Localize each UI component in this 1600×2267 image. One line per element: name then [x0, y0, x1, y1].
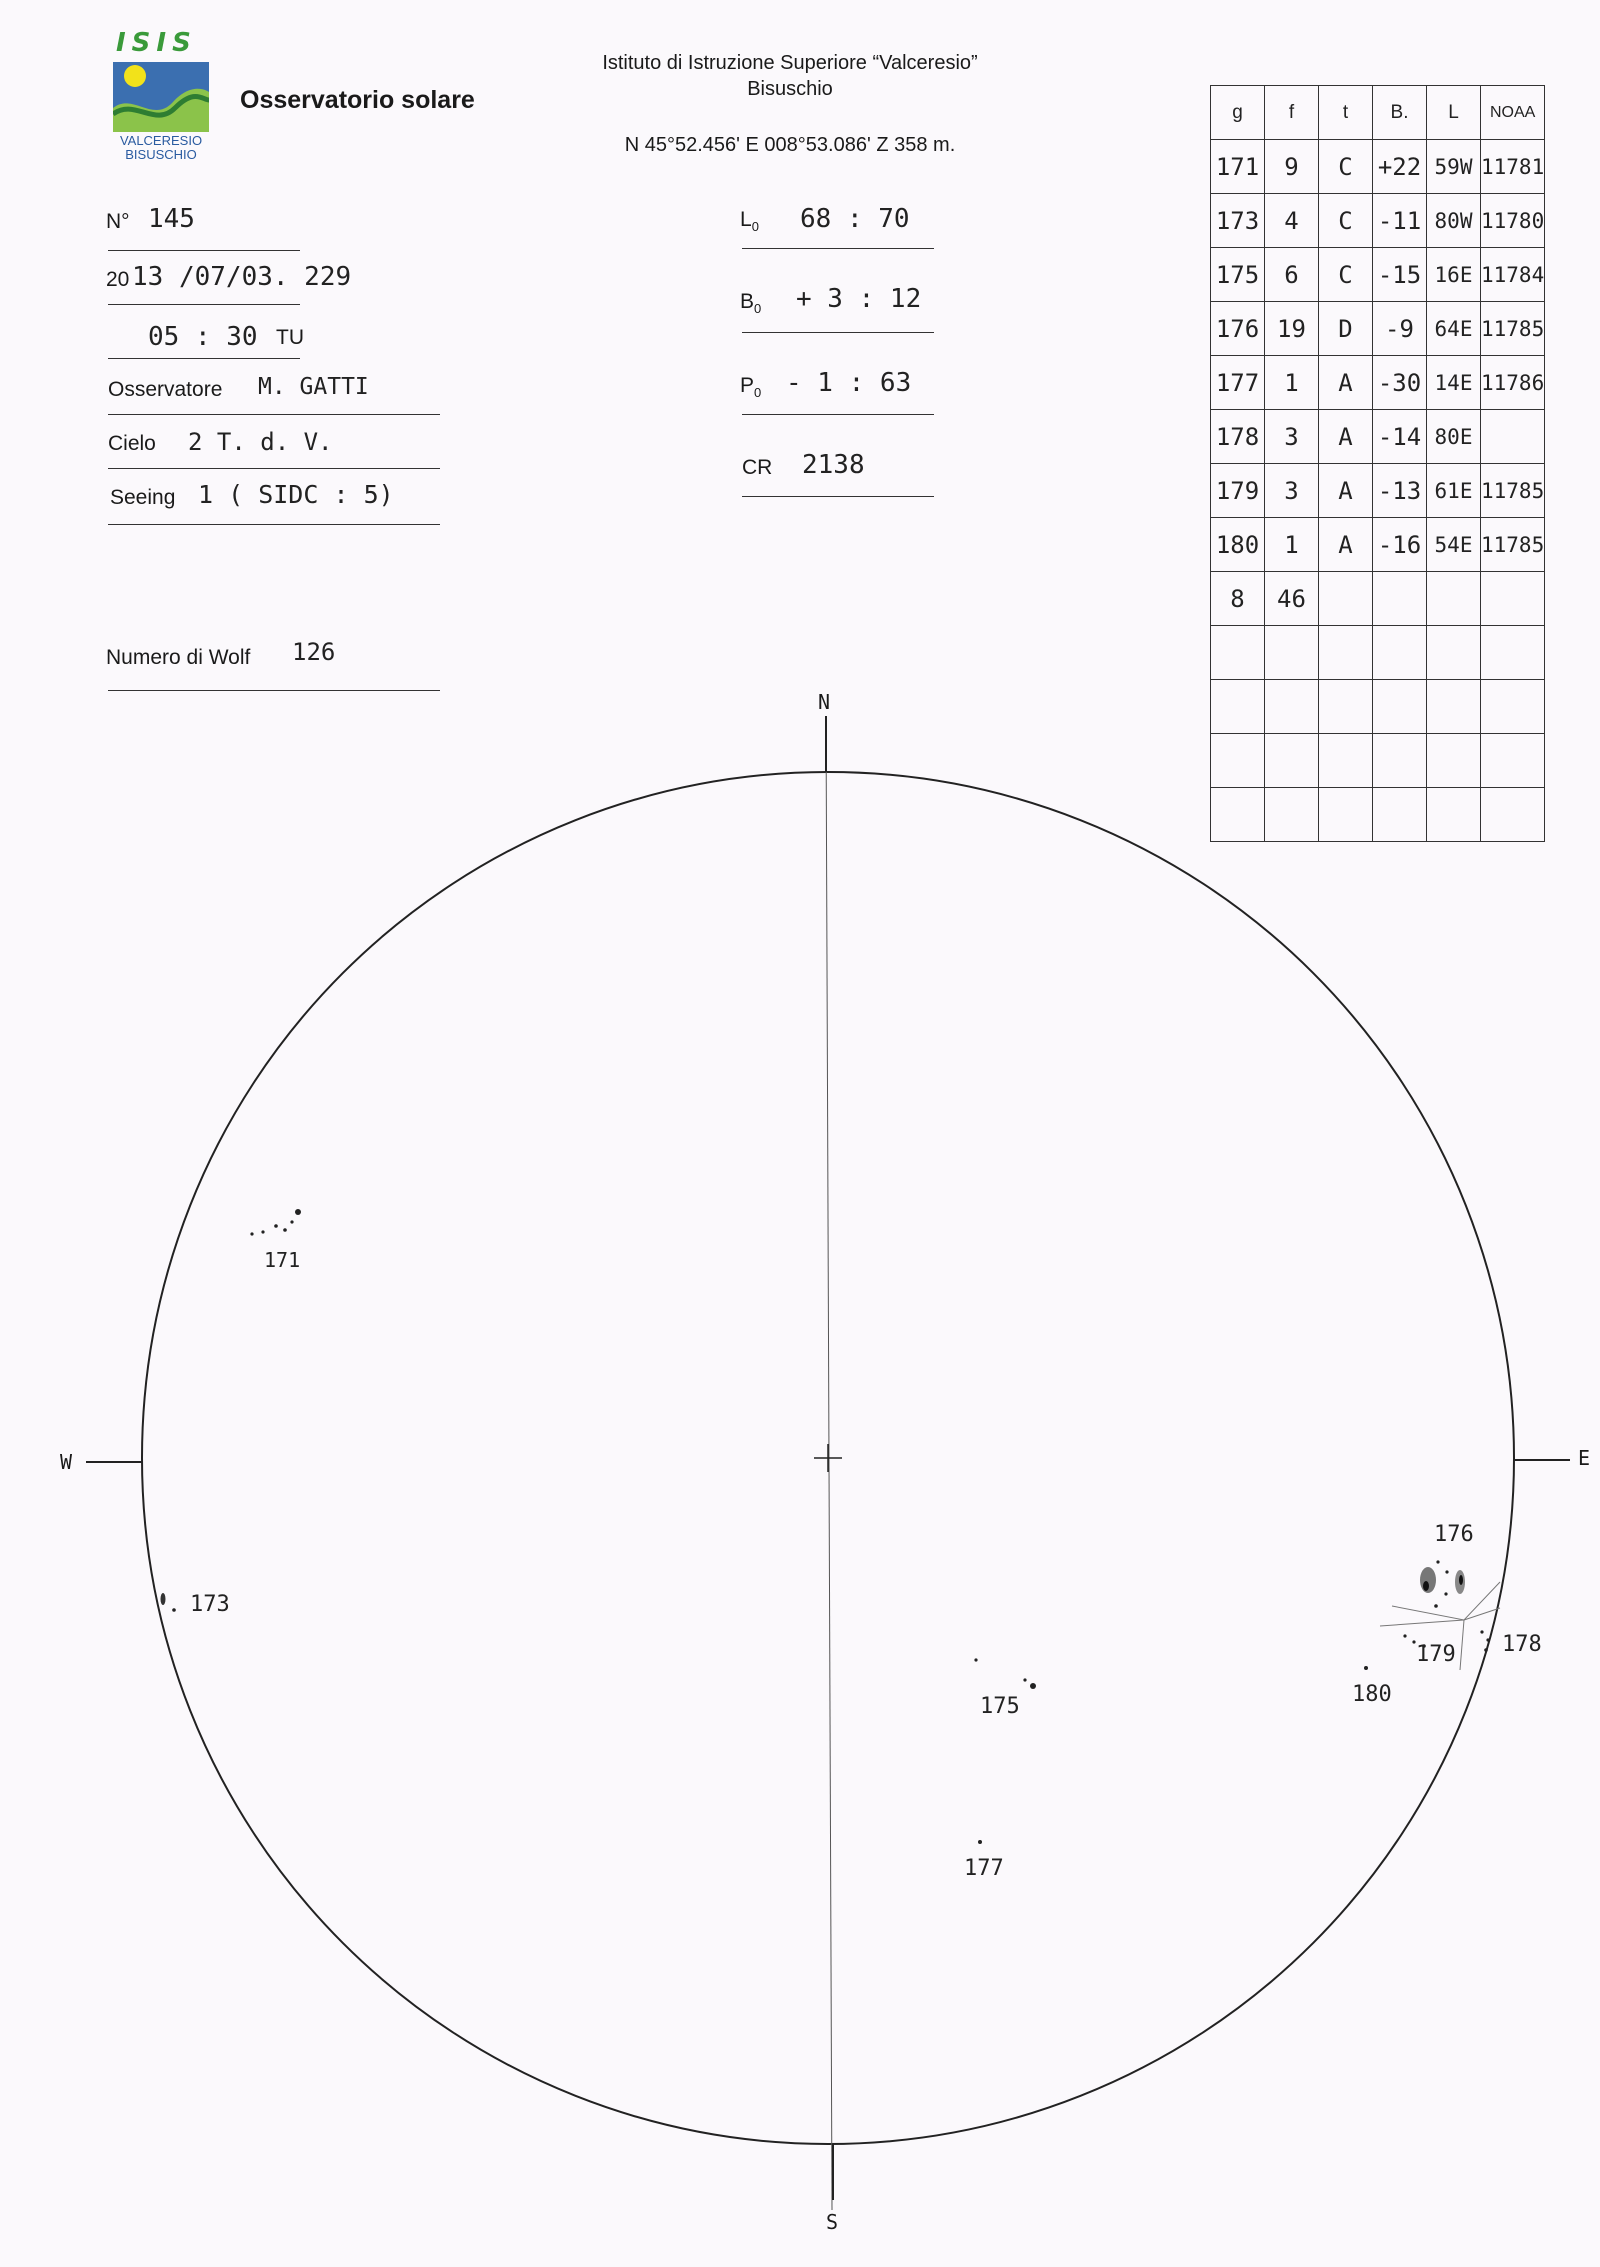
cell-noaa: 11786: [1481, 356, 1545, 410]
cell-t: C: [1319, 248, 1373, 302]
b0-value: + 3 : 12: [796, 284, 922, 314]
group-label-173: 173: [190, 1592, 230, 1617]
observatory-coordinates: N 45°52.456' E 008°53.086' Z 358 m.: [624, 134, 956, 156]
spots-173: [161, 1593, 176, 1612]
cell-noaa: 11785: [1481, 464, 1545, 518]
wolf-value: 126: [292, 638, 336, 666]
sky-label: Cielo: [108, 432, 156, 455]
spots-171: [250, 1209, 301, 1236]
group-label-176: 176: [1434, 1522, 1474, 1547]
cell-noaa: 11784: [1481, 248, 1545, 302]
cell-b: +22: [1373, 140, 1427, 194]
group-label-171: 171: [264, 1248, 301, 1272]
group-label-175: 175: [980, 1694, 1020, 1719]
header-b: B.: [1373, 86, 1427, 140]
spots-178: [1480, 1630, 1489, 1651]
cell-t: C: [1319, 194, 1373, 248]
cell-g: 173: [1211, 194, 1265, 248]
l0-label: $L_0$: [740, 208, 759, 235]
seeing-value: 1 ( SIDC : 5): [198, 480, 394, 509]
cell-f: 3: [1265, 464, 1319, 518]
cell-l: 16E: [1427, 248, 1481, 302]
cell-f: 19: [1265, 302, 1319, 356]
header-t: t: [1319, 86, 1373, 140]
observer-label: Osservatore: [108, 378, 223, 401]
group-label-180: 180: [1352, 1682, 1392, 1707]
cell-noaa: 11785: [1481, 518, 1545, 572]
cell-b: -15: [1373, 248, 1427, 302]
observer-value: M. GATTI: [258, 374, 369, 400]
cell-t: A: [1319, 464, 1373, 518]
wolf-label: Numero di Wolf: [106, 646, 251, 669]
header-g: g: [1211, 86, 1265, 140]
group-boundary-179b: [1460, 1620, 1464, 1670]
west-label: W: [60, 1450, 73, 1474]
seeing-label: Seeing: [110, 486, 176, 509]
cell-f: 3: [1265, 410, 1319, 464]
cell-b: -16: [1373, 518, 1427, 572]
date-prefix: 20: [106, 268, 130, 291]
group-boundary-179: [1380, 1620, 1464, 1626]
cell-f: 1: [1265, 518, 1319, 572]
cell-l: 59W: [1427, 140, 1481, 194]
number-label: N°: [106, 210, 130, 233]
b0-label: $B_0$: [740, 290, 762, 317]
cr-value: 2138: [802, 450, 865, 480]
south-label: S: [826, 2210, 839, 2234]
cell-f: 6: [1265, 248, 1319, 302]
cell-g: 178: [1211, 410, 1265, 464]
time-value: 05 : 30: [148, 322, 258, 352]
cell-l: 14E: [1427, 356, 1481, 410]
north-south-axis: [826, 716, 832, 2210]
group-label-178: 178: [1502, 1632, 1542, 1657]
spots-177: [978, 1840, 982, 1844]
cell-t: C: [1319, 140, 1373, 194]
cell-b: -30: [1373, 356, 1427, 410]
cell-l: 61E: [1427, 464, 1481, 518]
cell-l: 80E: [1427, 410, 1481, 464]
cell-g: 180: [1211, 518, 1265, 572]
cell-b: -9: [1373, 302, 1427, 356]
cell-g: 171: [1211, 140, 1265, 194]
group-label-179: 179: [1416, 1642, 1456, 1667]
cell-f: 46: [1265, 572, 1319, 626]
cell-t: D: [1319, 302, 1373, 356]
cell-g: 176: [1211, 302, 1265, 356]
cell-f: 4: [1265, 194, 1319, 248]
cell-noaa: 11781: [1481, 140, 1545, 194]
cell-f: 9: [1265, 140, 1319, 194]
cell-f: 1: [1265, 356, 1319, 410]
cell-t: A: [1319, 518, 1373, 572]
header-l: L: [1427, 86, 1481, 140]
header-f: f: [1265, 86, 1319, 140]
cell-g: 177: [1211, 356, 1265, 410]
group-label-177: 177: [964, 1856, 1004, 1881]
spots-180: [1364, 1666, 1368, 1670]
cell-b: -13: [1373, 464, 1427, 518]
cell-g: 179: [1211, 464, 1265, 518]
spots-176: [1420, 1560, 1465, 1607]
sky-value: 2 T. d. V.: [188, 428, 333, 456]
cell-g: 175: [1211, 248, 1265, 302]
spots-175: [974, 1658, 1036, 1689]
logo-isis-text: ISIS: [116, 28, 197, 58]
logo-line1: VALCERESIO: [119, 133, 203, 148]
number-value: 145: [148, 204, 195, 234]
cell-l: 64E: [1427, 302, 1481, 356]
cell-l: 80W: [1427, 194, 1481, 248]
cell-b: -14: [1373, 410, 1427, 464]
cell-g: 8: [1211, 572, 1265, 626]
group-boundary-176: [1392, 1582, 1500, 1620]
observatory-title: Osservatorio solare: [240, 86, 475, 114]
cell-noaa: 11785: [1481, 302, 1545, 356]
institute-town: Bisuschio: [747, 78, 833, 100]
p0-label: $P_0$: [740, 374, 762, 401]
cell-b: -11: [1373, 194, 1427, 248]
date-value: 13 /07/03. 229: [132, 262, 352, 292]
east-label: E: [1578, 1446, 1591, 1470]
time-unit: TU: [276, 326, 304, 349]
cr-label: CR: [742, 456, 773, 479]
cell-l: 54E: [1427, 518, 1481, 572]
cell-noaa: 11780: [1481, 194, 1545, 248]
logo-line2: BISUSCHIO: [125, 147, 197, 162]
cell-t: A: [1319, 356, 1373, 410]
header-noaa: NOAA: [1481, 86, 1545, 140]
north-label: N: [818, 690, 831, 714]
institute-name: Istituto di Istruzione Superiore “Valceresio”: [602, 52, 978, 74]
cell-t: A: [1319, 410, 1373, 464]
l0-value: 68 : 70: [800, 204, 910, 234]
p0-value: - 1 : 63: [786, 368, 912, 398]
